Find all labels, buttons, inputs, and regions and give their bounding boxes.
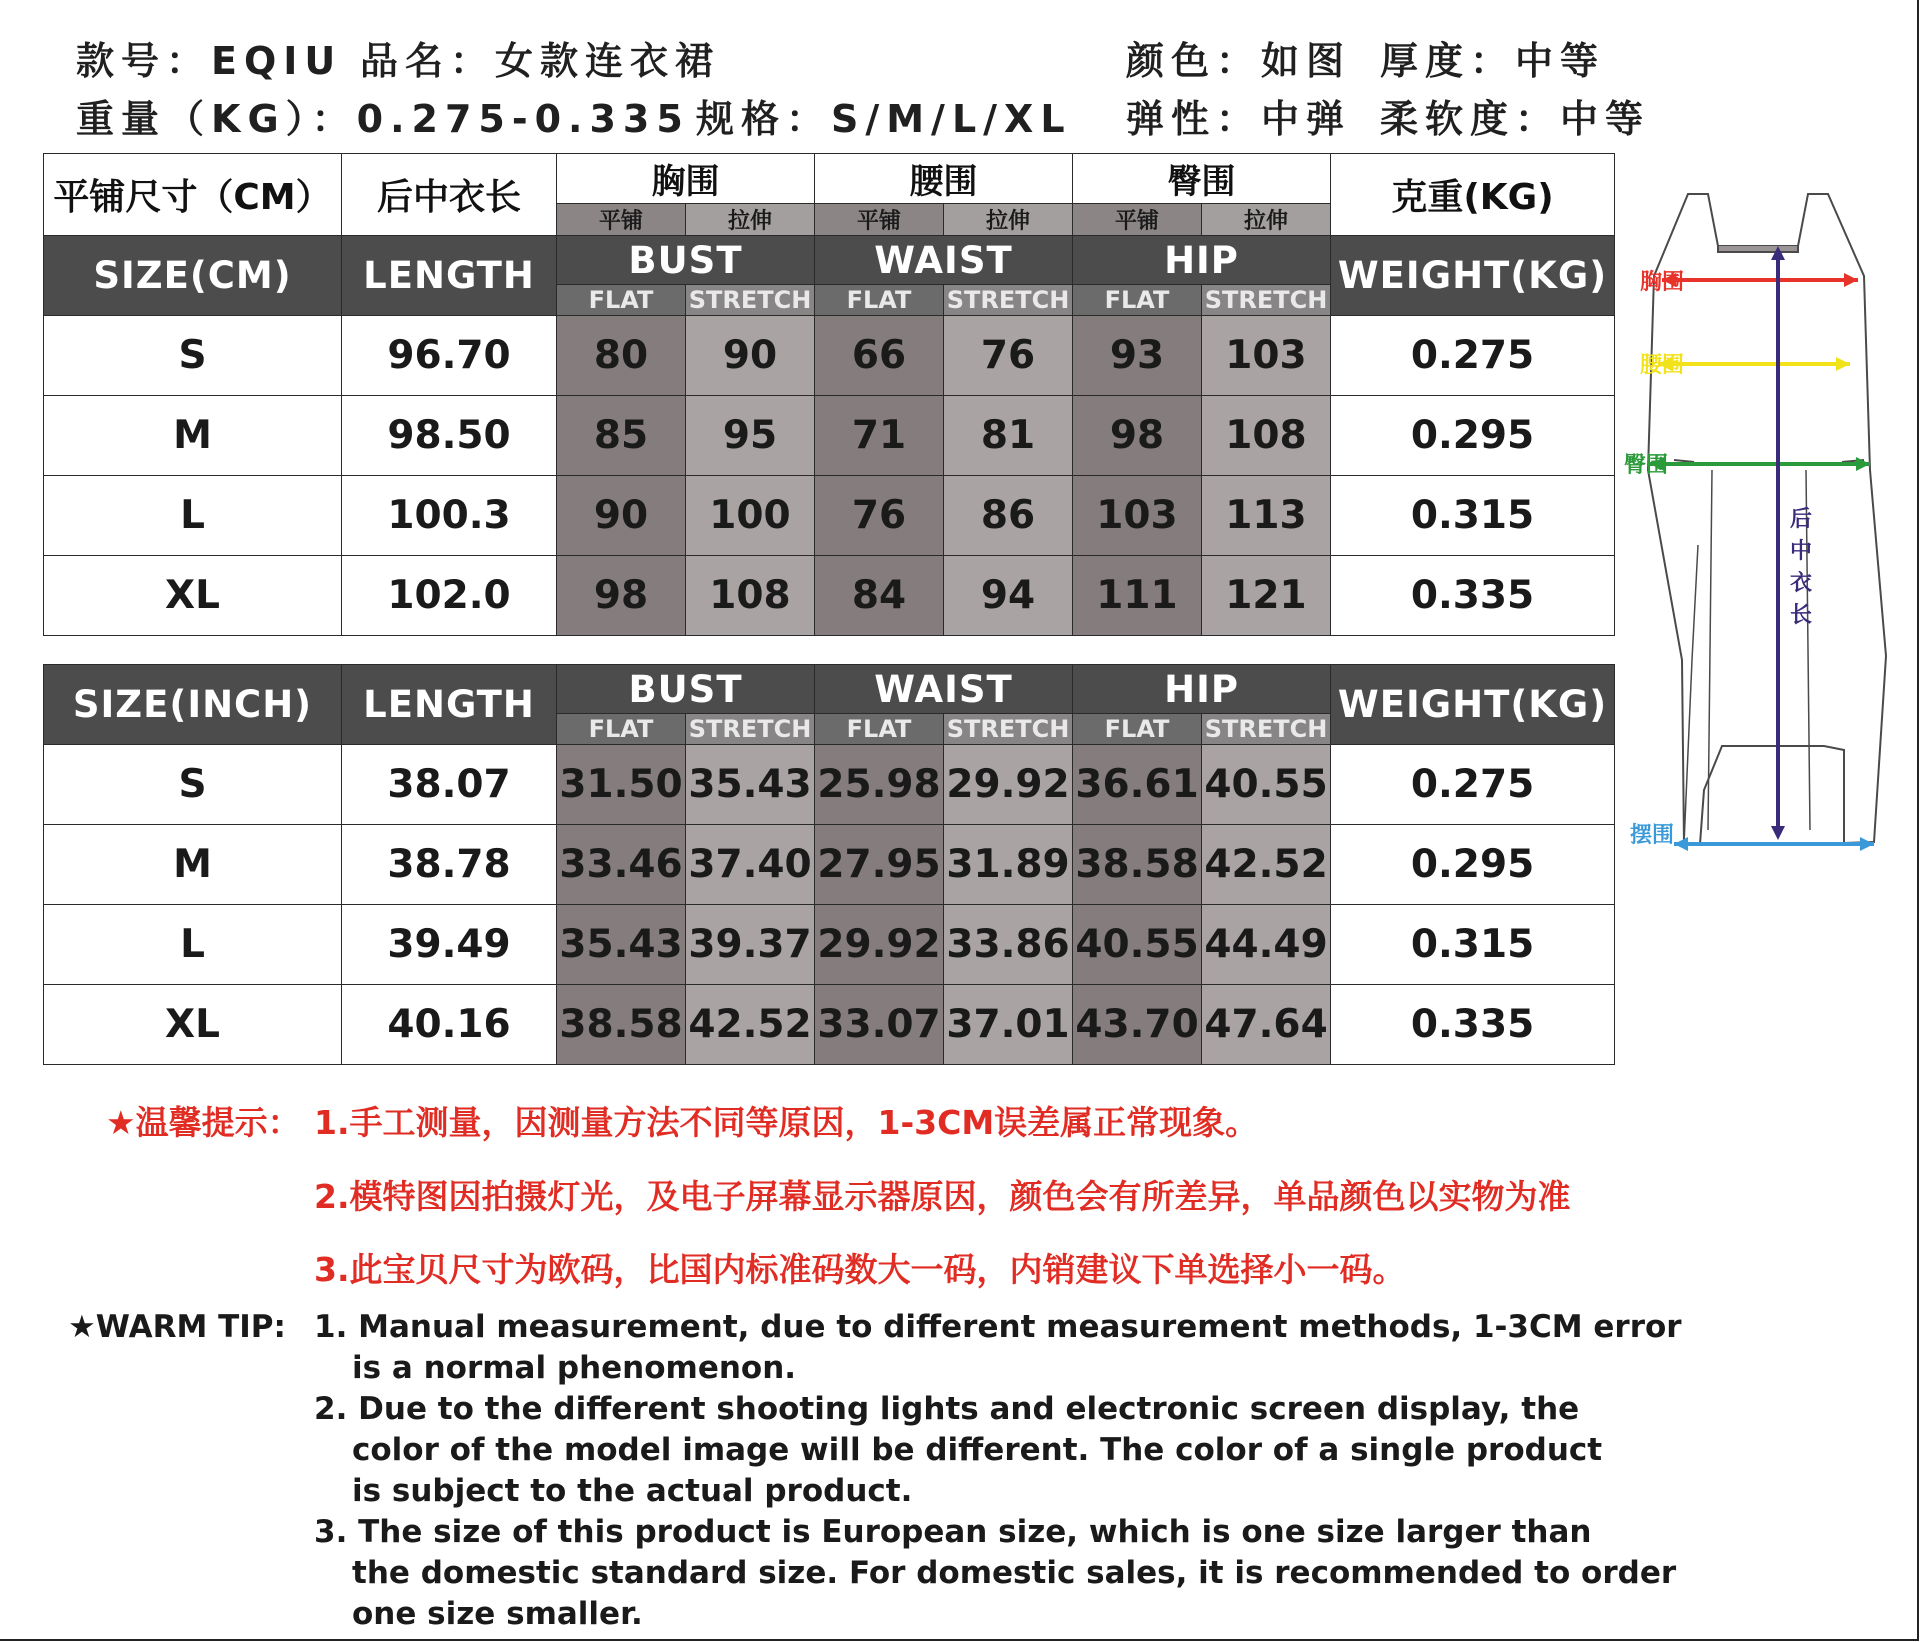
elasticity-info: 弹性：中弹 [1126,97,1352,141]
bust-flat-cell: 31.50 [557,745,686,825]
waist-stretch-cell: 37.01 [944,985,1073,1065]
size-table-inch [43,664,1615,1065]
waist-stretch-cell: 94 [944,556,1073,636]
size-cell: M [44,825,342,905]
header-stretch: STRETCH [1202,714,1331,745]
size-table-cm [43,153,1615,636]
waist-stretch-cell: 81 [944,396,1073,476]
header-hip: HIP [1073,665,1331,714]
bust-flat-cell: 38.58 [557,985,686,1065]
waist-stretch-cell: 76 [944,316,1073,396]
header-waist: WAIST [815,236,1073,285]
waist-stretch-cell: 31.89 [944,825,1073,905]
hip-stretch-cell: 47.64 [1202,985,1331,1065]
weight-info: 重量（KG）：0.275-0.335 [76,97,690,141]
bust-stretch-cell: 42.52 [686,985,815,1065]
color-info: 颜色：如图 [1126,39,1352,83]
length-cell: 100.3 [342,476,557,556]
length-cell: 39.49 [342,905,557,985]
length-label-char: 后 [1790,507,1813,532]
product-name: 品名：女款连衣裙 [360,39,721,83]
hip-stretch-cell: 42.52 [1202,825,1331,905]
header-waist: WAIST [815,665,1073,714]
hip-flat-cell: 38.58 [1073,825,1202,905]
warm-tip-zh-item: 1.手工测量，因测量方法不同等原因，1-3CM误差属正常现象。 [314,1103,1259,1142]
table-row [44,396,1615,476]
hip-flat-cell: 98 [1073,396,1202,476]
length-label-char: 长 [1790,603,1813,628]
weight-cell: 0.315 [1331,905,1615,985]
weight-cell: 0.335 [1331,556,1615,636]
softness-info: 柔软度：中等 [1380,97,1651,141]
table-row [44,745,1615,825]
waist-flat-cell: 29.92 [815,905,944,985]
hip-stretch-cell: 108 [1202,396,1331,476]
waist-flat-cell: 66 [815,316,944,396]
header-flat: FLAT [1073,714,1202,745]
bust-flat-cell: 35.43 [557,905,686,985]
bust-stretch-cell: 90 [686,316,815,396]
waist-flat-cell: 33.07 [815,985,944,1065]
header-length-zh: 后中衣长 [342,154,557,236]
header-flat: FLAT [557,285,686,316]
size-cell: M [44,396,342,476]
warm-tip-en-line: the domestic standard size. For domestic sales, it is recommended to order [352,1555,1677,1591]
header-stretch: STRETCH [686,714,815,745]
table-row [44,556,1615,636]
waist-flat-cell: 76 [815,476,944,556]
waist-flat-cell: 27.95 [815,825,944,905]
bust-stretch-cell: 39.37 [686,905,815,985]
header-length: LENGTH [342,236,557,316]
bust-flat-cell: 80 [557,316,686,396]
size-cell: L [44,905,342,985]
hip-stretch-cell: 113 [1202,476,1331,556]
warm-tip-en-line: 3. The size of this product is European size, which is one size larger than [314,1514,1592,1550]
header-stretch: STRETCH [1202,285,1331,316]
header-length: LENGTH [342,665,557,745]
header-size-inch: SIZE(INCH) [44,665,342,745]
header-stretch-zh: 拉伸 [686,204,815,236]
weight-cell: 0.295 [1331,825,1615,905]
header-bust: BUST [557,236,815,285]
length-label-char: 衣 [1790,571,1813,596]
size-cell: XL [44,556,342,636]
warm-tip-en-line: color of the model image will be different. The color of a single product [352,1432,1603,1468]
table-row [44,905,1615,985]
header-stretch: STRETCH [686,285,815,316]
hip-stretch-cell: 121 [1202,556,1331,636]
hip-stretch-cell: 103 [1202,316,1331,396]
hem-label: 摆围 [1630,823,1675,848]
hip-stretch-cell: 40.55 [1202,745,1331,825]
bust-flat-cell: 85 [557,396,686,476]
warm-tip-zh-prefix: ★温馨提示： [106,1103,301,1142]
header-stretch-zh: 拉伸 [1202,204,1331,236]
size-cell: XL [44,985,342,1065]
header-stretch: STRETCH [944,714,1073,745]
hip-label: 臀围 [1624,453,1669,478]
header-waist-zh: 腰围 [815,154,1073,204]
length-cell: 38.78 [342,825,557,905]
weight-cell: 0.275 [1331,745,1615,825]
table-row [44,316,1615,396]
length-cell: 96.70 [342,316,557,396]
header-size-zh: 平铺尺寸（CM） [44,154,342,236]
size-cell: S [44,316,342,396]
bust-flat-cell: 90 [557,476,686,556]
warm-tip-zh-item: 2.模特图因拍摄灯光，及电子屏幕显示器原因，颜色会有所差异，单品颜色以实物为准 [314,1177,1571,1216]
size-cell: L [44,476,342,556]
bust-stretch-cell: 95 [686,396,815,476]
hip-flat-cell: 40.55 [1073,905,1202,985]
header-hip-zh: 臀围 [1073,154,1331,204]
bust-stretch-cell: 35.43 [686,745,815,825]
header-bust-zh: 胸围 [557,154,815,204]
header-stretch-zh: 拉伸 [944,204,1073,236]
waist-flat-cell: 25.98 [815,745,944,825]
length-cell: 38.07 [342,745,557,825]
length-cell: 98.50 [342,396,557,476]
hip-flat-cell: 36.61 [1073,745,1202,825]
length-cell: 102.0 [342,556,557,636]
hip-flat-cell: 103 [1073,476,1202,556]
bust-label: 胸围 [1640,270,1685,295]
bust-stretch-cell: 108 [686,556,815,636]
weight-cell: 0.315 [1331,476,1615,556]
warm-tip-en-line: one size smaller. [352,1596,643,1632]
table-row [44,825,1615,905]
bust-stretch-cell: 100 [686,476,815,556]
warm-tip-en-prefix: ★WARM TIP: [68,1309,286,1345]
hip-stretch-cell: 44.49 [1202,905,1331,985]
weight-cell: 0.275 [1331,316,1615,396]
dress-measurement-diagram [1614,190,1914,870]
hip-flat-cell: 93 [1073,316,1202,396]
waist-flat-cell: 84 [815,556,944,636]
waist-stretch-cell: 86 [944,476,1073,556]
header-flat: FLAT [557,714,686,745]
warm-tip-en-line: is subject to the actual product. [352,1473,913,1509]
weight-cell: 0.295 [1331,396,1615,476]
header-flat: FLAT [1073,285,1202,316]
warm-tip-zh-item: 3.此宝贝尺寸为欧码，比国内标准码数大一码，内销建议下单选择小一码。 [314,1250,1406,1289]
header-size-cm: SIZE(CM) [44,236,342,316]
warm-tip-en-line: 1. Manual measurement, due to different measurement methods, 1-3CM error [314,1309,1682,1345]
waist-stretch-cell: 33.86 [944,905,1073,985]
bust-flat-cell: 33.46 [557,825,686,905]
hip-flat-cell: 43.70 [1073,985,1202,1065]
bust-flat-cell: 98 [557,556,686,636]
weight-cell: 0.335 [1331,985,1615,1065]
thickness-info: 厚度：中等 [1380,39,1606,83]
header-flat-zh: 平铺 [1073,204,1202,236]
waist-flat-cell: 71 [815,396,944,476]
waist-label: 腰围 [1640,353,1685,378]
bust-stretch-cell: 37.40 [686,825,815,905]
table-row [44,476,1615,556]
header-weight: WEIGHT(KG) [1331,236,1615,316]
warm-tip-en-line: 2. Due to the different shooting lights and electronic screen display, the [314,1391,1580,1427]
table-row [44,985,1615,1065]
header-bust: BUST [557,665,815,714]
spec-info: 规格：S/M/L/XL [696,97,1072,141]
hip-flat-cell: 111 [1073,556,1202,636]
header-flat: FLAT [815,285,944,316]
header-flat-zh: 平铺 [815,204,944,236]
length-cell: 40.16 [342,985,557,1065]
style-number: 款号：EQIU [76,39,343,83]
size-cell: S [44,745,342,825]
warm-tip-en-line: is a normal phenomenon. [352,1350,797,1386]
header-stretch: STRETCH [944,285,1073,316]
header-hip: HIP [1073,236,1331,285]
header-weight: WEIGHT(KG) [1331,665,1615,745]
header-flat-zh: 平铺 [557,204,686,236]
length-label-char: 中 [1790,539,1813,564]
header-weight-zh: 克重(KG) [1331,154,1615,236]
header-flat: FLAT [815,714,944,745]
waist-stretch-cell: 29.92 [944,745,1073,825]
